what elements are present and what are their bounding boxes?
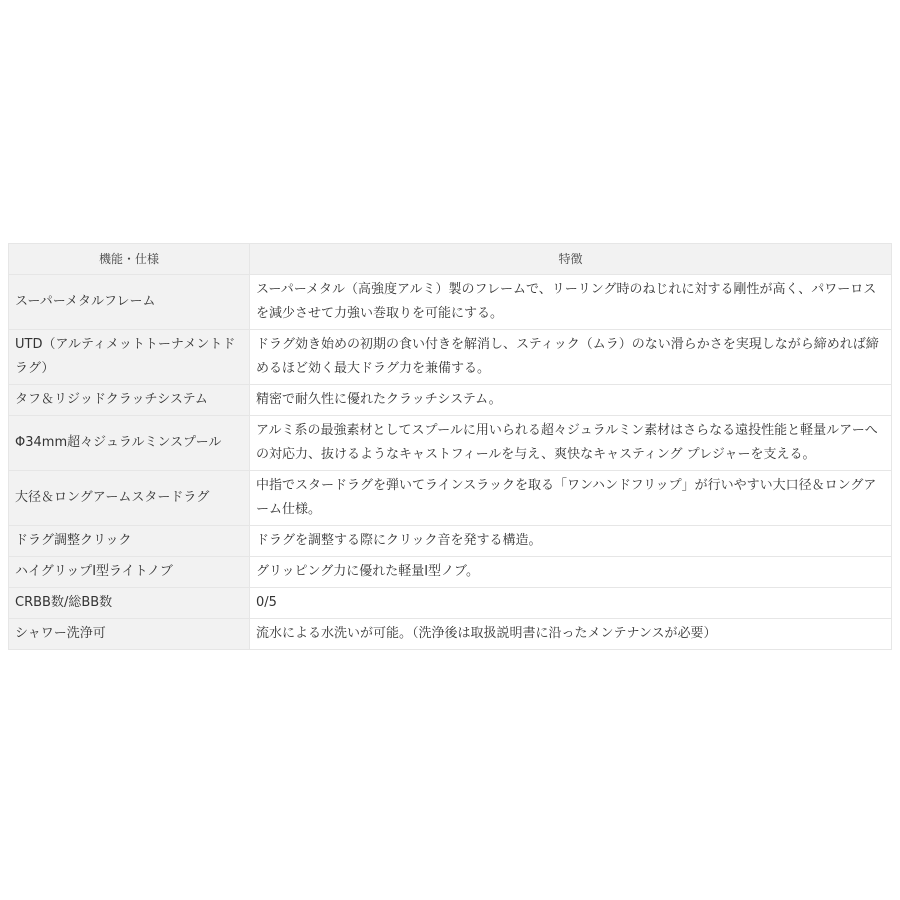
feature-name: スーパーメタルフレーム [9, 275, 250, 330]
spec-table [8, 243, 892, 650]
feature-description: ドラグ効き始めの初期の食い付きを解消し、スティック（ムラ）のない滑らかさを実現しながら締めれば締めるほど効く最大ドラグ力を兼備する。 [250, 330, 892, 385]
table-row [9, 588, 892, 619]
feature-name: ハイグリップI型ライトノブ [9, 557, 250, 588]
feature-description: グリッピング力に優れた軽量I型ノブ。 [250, 557, 892, 588]
feature-description: ドラグを調整する際にクリック音を発する構造。 [250, 526, 892, 557]
feature-name: Φ34mm超々ジュラルミンスプール [9, 416, 250, 471]
table-row [9, 385, 892, 416]
header-description: 特徴 [250, 244, 892, 275]
feature-description: 精密で耐久性に優れたクラッチシステム。 [250, 385, 892, 416]
feature-name: ドラグ調整クリック [9, 526, 250, 557]
table-row [9, 557, 892, 588]
table-row [9, 330, 892, 385]
feature-name: 大径＆ロングアームスタードラグ [9, 471, 250, 526]
header-feature: 機能・仕様 [9, 244, 250, 275]
feature-name: UTD（アルティメットトーナメントドラグ） [9, 330, 250, 385]
feature-name: タフ＆リジッドクラッチシステム [9, 385, 250, 416]
feature-description: 流水による水洗いが可能。（洗浄後は取扱説明書に沿ったメンテナンスが必要） [250, 619, 892, 650]
table-row [9, 416, 892, 471]
feature-description: アルミ系の最強素材としてスプールに用いられる超々ジュラルミン素材はさらなる遠投性能と軽量ルアーへの対応力、抜けるようなキャストフィールを与え、爽快なキャスティング プレジャーを支える。 [250, 416, 892, 471]
table-row [9, 619, 892, 650]
feature-name: シャワー洗浄可 [9, 619, 250, 650]
table-row [9, 526, 892, 557]
feature-description: 0/5 [250, 588, 892, 619]
feature-description: 中指でスタードラグを弾いてラインスラックを取る「ワンハンドフリップ」が行いやすい大口径＆ロングアーム仕様。 [250, 471, 892, 526]
table-row [9, 471, 892, 526]
feature-name: CRBB数/総BB数 [9, 588, 250, 619]
table-row [9, 275, 892, 330]
table-header-row [9, 244, 892, 275]
feature-description: スーパーメタル（高強度アルミ）製のフレームで、リーリング時のねじれに対する剛性が高く、パワーロスを減少させて力強い巻取りを可能にする。 [250, 275, 892, 330]
